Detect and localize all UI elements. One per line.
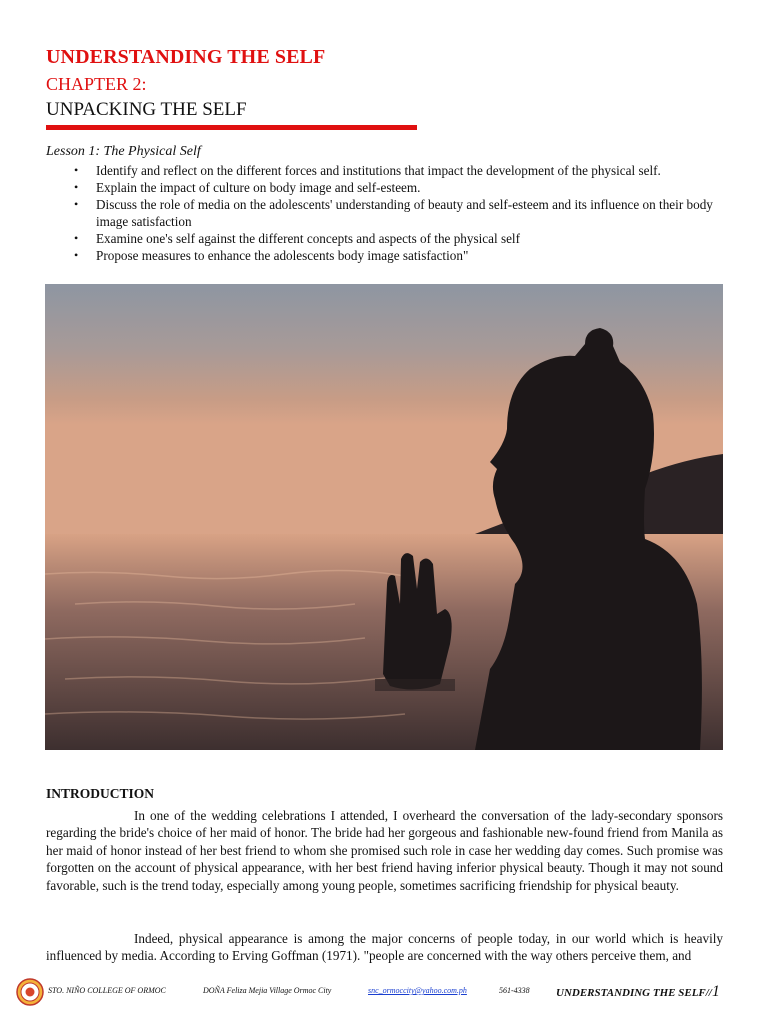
introduction-heading: INTRODUCTION — [46, 786, 155, 801]
page-footer — [14, 976, 728, 1006]
intro-paragraph-text: In one of the wedding celebrations I attended, I overheard the conversation of the lady-secondary sponsors regarding the bride's choice of her maid of honor. The bride had her gorgeous and fashionable new-found friend from Manila as her maid of honor instead of her best friend to whom she promised such role in case her wedding day comes. Such promise was forgotten on the account of physical appearance, with her best friend having inferior physical beauty. Though it may not sound favorable, such is the trend today, especially among young people, sometimes sacrificing friendship for physical beauty. — [46, 808, 723, 893]
objective-text: Identify and reflect on the different forces and institutions that impact the development of the physical self. — [96, 163, 661, 178]
bullet-icon: • — [74, 180, 79, 194]
bullet-icon: • — [74, 163, 79, 177]
bullet-icon: • — [74, 231, 79, 245]
title-underline-bar — [46, 125, 417, 130]
objective-item — [46, 196, 726, 230]
sunset-silhouette-photo — [45, 284, 723, 750]
objective-item — [46, 247, 726, 264]
chapter-title: UNPACKING THE SELF — [46, 99, 247, 120]
footer-address: DOÑA Feliza Mejia Village Ormoc City — [203, 986, 332, 995]
intro-paragraph — [46, 807, 723, 894]
footer-email-link[interactable]: snc_ormoccity@yahoo.com.ph — [368, 986, 467, 995]
lesson-title: Lesson 1: The Physical Self — [46, 144, 201, 159]
objectives-list — [46, 162, 726, 264]
intro-paragraph-text: Indeed, physical appearance is among the major concerns of people today, in our world which is heavily influenced by media. According to Erving Goffman (1971). "people are concerned with the way others perceive them, and — [46, 931, 723, 964]
objective-item — [46, 162, 726, 179]
objective-text: Discuss the role of media on the adolescents' understanding of beauty and self-esteem and its influence on their body image satisfaction — [96, 197, 713, 229]
bullet-icon: • — [74, 197, 79, 211]
objective-item — [46, 230, 726, 247]
school-seal-icon — [16, 978, 44, 1006]
objective-text: Propose measures to enhance the adolescents body image satisfaction" — [96, 248, 469, 263]
course-title: UNDERSTANDING THE SELF — [46, 46, 326, 68]
footer-subject — [556, 983, 720, 1001]
chapter-label: CHAPTER 2: — [46, 74, 147, 94]
footer-school-name: STO. NIÑO COLLEGE OF ORMOC — [48, 986, 166, 995]
intro-paragraph — [46, 930, 723, 965]
footer-phone: 561-4338 — [499, 986, 530, 995]
objective-text: Explain the impact of culture on body image and self-esteem. — [96, 180, 421, 195]
objective-item — [46, 179, 726, 196]
page-number: 1 — [711, 983, 720, 1000]
bullet-icon: • — [74, 248, 79, 262]
footer-subject-text: UNDERSTANDING THE SELF// — [556, 987, 712, 999]
objective-text: Examine one's self against the different concepts and aspects of the physical self — [96, 231, 520, 246]
